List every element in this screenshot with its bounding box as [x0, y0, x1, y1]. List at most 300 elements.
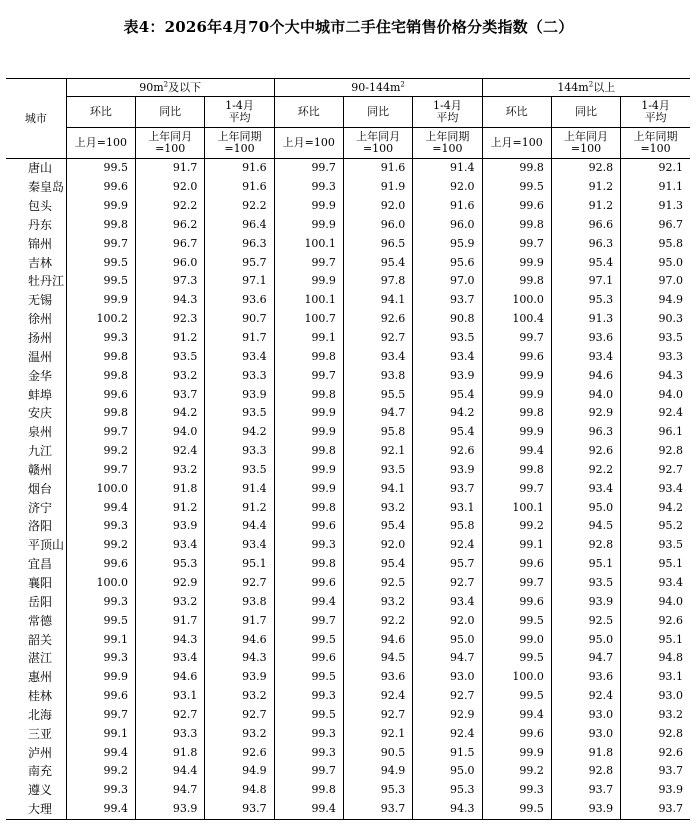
- table-body: [6, 159, 690, 820]
- index-value: 93.9: [551, 800, 620, 819]
- index-value: 94.9: [621, 291, 690, 310]
- index-value: 93.5: [413, 329, 482, 348]
- index-value: 94.0: [136, 423, 205, 442]
- index-value: 93.4: [621, 479, 690, 498]
- index-value: 95.7: [205, 253, 274, 272]
- index-value: 99.6: [274, 517, 343, 536]
- index-value: 99.3: [66, 649, 135, 668]
- index-value: 94.3: [621, 366, 690, 385]
- index-value: 100.7: [274, 310, 343, 329]
- index-value: 96.4: [205, 216, 274, 235]
- index-value: 95.8: [621, 234, 690, 253]
- index-value: 97.8: [343, 272, 412, 291]
- index-value: 99.7: [274, 762, 343, 781]
- mom-base-header: 上月=100: [482, 128, 551, 159]
- index-value: 95.8: [413, 517, 482, 536]
- index-value: 100.0: [482, 291, 551, 310]
- ytd-base-header: 上年同期 =100: [413, 128, 482, 159]
- index-value: 93.0: [551, 705, 620, 724]
- index-value: 95.4: [343, 555, 412, 574]
- index-value: 99.9: [66, 197, 135, 216]
- index-value: 94.5: [551, 517, 620, 536]
- table-row: [6, 649, 690, 668]
- index-value: 92.4: [413, 724, 482, 743]
- yoy-base-header: 上年同月 =100: [343, 128, 412, 159]
- index-value: 99.4: [66, 800, 135, 819]
- index-value: 99.6: [66, 178, 135, 197]
- table-row: [6, 800, 690, 819]
- index-value: 93.6: [551, 329, 620, 348]
- index-value: 93.9: [205, 385, 274, 404]
- city-name: 宜昌: [28, 557, 53, 572]
- table-row: [6, 630, 690, 649]
- city-name: 丹东: [28, 217, 53, 232]
- index-value: 93.4: [551, 479, 620, 498]
- index-value: 99.9: [482, 366, 551, 385]
- index-value: 93.4: [551, 347, 620, 366]
- index-value: 93.9: [621, 781, 690, 800]
- index-value: 93.9: [136, 517, 205, 536]
- index-value: 92.2: [136, 197, 205, 216]
- index-value: 92.1: [343, 442, 412, 461]
- table-row: [6, 781, 690, 800]
- index-value: 93.4: [136, 536, 205, 555]
- index-value: 93.9: [413, 461, 482, 480]
- index-value: 93.8: [343, 366, 412, 385]
- index-value: 97.0: [621, 272, 690, 291]
- index-value: 91.2: [551, 197, 620, 216]
- index-value: 96.1: [621, 423, 690, 442]
- index-value: 93.3: [205, 442, 274, 461]
- index-value: 99.0: [482, 630, 551, 649]
- index-value: 91.6: [343, 159, 412, 178]
- city-name: 安庆: [28, 406, 53, 421]
- index-value: 95.3: [413, 781, 482, 800]
- index-value: 99.1: [274, 329, 343, 348]
- index-value: 99.8: [482, 404, 551, 423]
- city-name: 泸州: [28, 745, 53, 760]
- city-name: 南充: [28, 764, 53, 779]
- index-value: 99.5: [274, 668, 343, 687]
- index-value: 93.7: [413, 291, 482, 310]
- index-value: 96.6: [551, 216, 620, 235]
- index-value: 93.0: [413, 668, 482, 687]
- index-value: 92.0: [413, 178, 482, 197]
- table-row: [6, 310, 690, 329]
- index-value: 96.3: [551, 234, 620, 253]
- index-value: 99.9: [482, 423, 551, 442]
- group-header-large: $144m^2$以上: [482, 79, 690, 97]
- index-value: 90.5: [343, 743, 412, 762]
- index-value: 94.9: [343, 762, 412, 781]
- index-value: 99.3: [482, 781, 551, 800]
- index-value: 96.0: [343, 216, 412, 235]
- index-value: 99.1: [66, 724, 135, 743]
- index-value: 99.8: [482, 216, 551, 235]
- index-value: 92.1: [621, 159, 690, 178]
- price-index-table: [6, 78, 690, 820]
- index-value: 94.6: [136, 668, 205, 687]
- table-row: [6, 611, 690, 630]
- index-value: 92.6: [551, 442, 620, 461]
- index-value: 99.7: [482, 329, 551, 348]
- index-value: 99.3: [274, 178, 343, 197]
- index-value: 99.5: [66, 611, 135, 630]
- index-value: 96.7: [621, 216, 690, 235]
- index-value: 92.7: [343, 329, 412, 348]
- index-value: 91.1: [621, 178, 690, 197]
- table-row: [6, 159, 690, 178]
- ytd-header: 1-4月 平均: [621, 97, 690, 128]
- index-value: 93.5: [136, 347, 205, 366]
- index-value: 94.7: [136, 781, 205, 800]
- index-value: 93.4: [413, 347, 482, 366]
- index-value: 99.3: [66, 517, 135, 536]
- index-value: 99.9: [482, 253, 551, 272]
- index-value: 93.2: [205, 724, 274, 743]
- index-value: 93.2: [136, 366, 205, 385]
- index-value: 93.7: [621, 762, 690, 781]
- index-value: 94.0: [551, 385, 620, 404]
- city-name: 烟台: [28, 481, 53, 496]
- index-value: 93.2: [205, 687, 274, 706]
- table-row: [6, 574, 690, 593]
- index-value: 99.8: [274, 555, 343, 574]
- city-name: 岳阳: [28, 594, 53, 609]
- city-name: 九江: [28, 444, 53, 459]
- index-value: 99.6: [482, 347, 551, 366]
- index-value: 91.6: [413, 197, 482, 216]
- index-value: 93.4: [621, 574, 690, 593]
- index-value: 99.7: [482, 574, 551, 593]
- index-value: 93.4: [343, 347, 412, 366]
- table-row: [6, 592, 690, 611]
- index-value: 91.6: [205, 178, 274, 197]
- index-value: 92.9: [551, 404, 620, 423]
- index-value: 95.0: [413, 762, 482, 781]
- index-value: 93.7: [205, 800, 274, 819]
- index-value: 93.7: [621, 800, 690, 819]
- index-value: 92.6: [343, 310, 412, 329]
- index-value: 94.3: [413, 800, 482, 819]
- index-value: 100.0: [66, 479, 135, 498]
- city-name: 韶关: [28, 632, 53, 647]
- index-value: 99.7: [482, 479, 551, 498]
- index-value: 99.9: [274, 216, 343, 235]
- index-value: 99.5: [66, 253, 135, 272]
- index-value: 99.1: [482, 536, 551, 555]
- index-value: 93.0: [621, 687, 690, 706]
- index-value: 99.4: [274, 592, 343, 611]
- index-value: 97.0: [413, 272, 482, 291]
- index-value: 99.5: [274, 705, 343, 724]
- index-value: 96.5: [343, 234, 412, 253]
- index-value: 93.3: [136, 724, 205, 743]
- index-value: 93.7: [413, 479, 482, 498]
- index-value: 99.7: [274, 253, 343, 272]
- index-value: 99.7: [274, 366, 343, 385]
- city-name: 洛阳: [28, 519, 53, 534]
- index-value: 99.5: [482, 800, 551, 819]
- index-value: 96.3: [205, 234, 274, 253]
- table-row: [6, 442, 690, 461]
- index-value: 91.6: [205, 159, 274, 178]
- index-value: 93.0: [551, 724, 620, 743]
- index-value: 91.3: [551, 310, 620, 329]
- index-value: 96.0: [136, 253, 205, 272]
- index-value: 94.4: [136, 762, 205, 781]
- index-value: 93.5: [551, 574, 620, 593]
- index-value: 92.8: [551, 762, 620, 781]
- index-value: 95.1: [551, 555, 620, 574]
- index-value: 91.4: [413, 159, 482, 178]
- index-value: 92.0: [343, 536, 412, 555]
- index-value: 93.5: [343, 461, 412, 480]
- index-value: 92.2: [205, 197, 274, 216]
- index-value: 92.8: [621, 442, 690, 461]
- index-value: 95.4: [413, 385, 482, 404]
- index-value: 96.2: [136, 216, 205, 235]
- index-value: 93.2: [621, 705, 690, 724]
- index-value: 92.7: [413, 574, 482, 593]
- index-value: 92.2: [343, 611, 412, 630]
- index-value: 91.7: [136, 611, 205, 630]
- index-value: 97.1: [205, 272, 274, 291]
- index-value: 93.1: [621, 668, 690, 687]
- table-row: [6, 743, 690, 762]
- index-value: 94.1: [343, 291, 412, 310]
- index-value: 99.7: [274, 159, 343, 178]
- table-row: [6, 479, 690, 498]
- yoy-base-header: 上年同月 =100: [136, 128, 205, 159]
- index-value: 91.7: [205, 611, 274, 630]
- index-value: 95.6: [413, 253, 482, 272]
- index-value: 99.4: [274, 800, 343, 819]
- index-value: 92.6: [413, 442, 482, 461]
- index-value: 92.9: [136, 574, 205, 593]
- index-value: 93.6: [205, 291, 274, 310]
- index-value: 92.5: [551, 611, 620, 630]
- index-value: 99.3: [66, 329, 135, 348]
- index-value: 93.8: [205, 592, 274, 611]
- index-value: 94.0: [621, 385, 690, 404]
- index-value: 95.8: [343, 423, 412, 442]
- ytd-base-header: 上年同期 =100: [205, 128, 274, 159]
- index-value: 99.2: [66, 536, 135, 555]
- group-header-medium: $90-144m^2$: [274, 79, 482, 97]
- table-row: [6, 291, 690, 310]
- mom-base-header: 上月=100: [274, 128, 343, 159]
- index-value: 99.9: [274, 197, 343, 216]
- city-name: 济宁: [28, 500, 53, 515]
- index-value: 97.3: [136, 272, 205, 291]
- index-value: 91.7: [136, 159, 205, 178]
- index-value: 92.7: [621, 461, 690, 480]
- index-value: 99.8: [66, 347, 135, 366]
- index-value: 92.0: [136, 178, 205, 197]
- index-value: 92.9: [413, 705, 482, 724]
- index-value: 99.3: [274, 743, 343, 762]
- index-value: 99.2: [66, 442, 135, 461]
- index-value: 99.5: [66, 272, 135, 291]
- index-value: 99.9: [274, 404, 343, 423]
- index-value: 93.1: [136, 687, 205, 706]
- index-value: 91.7: [205, 329, 274, 348]
- index-value: 90.7: [205, 310, 274, 329]
- index-value: 99.8: [482, 159, 551, 178]
- yoy-base-header: 上年同月 =100: [551, 128, 620, 159]
- index-value: 94.7: [551, 649, 620, 668]
- index-value: 99.6: [482, 724, 551, 743]
- index-value: 99.9: [274, 272, 343, 291]
- city-name: 遵义: [28, 783, 53, 798]
- city-name: 无锡: [28, 293, 53, 308]
- city-name: 常德: [28, 613, 53, 628]
- table-row: [6, 668, 690, 687]
- table-row: [6, 272, 690, 291]
- city-column-header: 城市: [6, 79, 66, 159]
- index-value: 99.8: [274, 385, 343, 404]
- index-value: 99.5: [274, 630, 343, 649]
- index-value: 99.6: [274, 574, 343, 593]
- index-value: 94.2: [205, 423, 274, 442]
- index-value: 95.5: [343, 385, 412, 404]
- index-value: 99.9: [274, 423, 343, 442]
- index-value: 92.7: [205, 574, 274, 593]
- index-value: 94.2: [136, 404, 205, 423]
- index-value: 94.3: [136, 291, 205, 310]
- index-value: 99.8: [66, 216, 135, 235]
- index-value: 92.6: [621, 611, 690, 630]
- index-value: 95.1: [205, 555, 274, 574]
- yoy-header: 同比: [551, 97, 620, 128]
- index-value: 95.2: [621, 517, 690, 536]
- index-value: 99.9: [66, 668, 135, 687]
- index-value: 94.7: [413, 649, 482, 668]
- city-name: 吉林: [28, 255, 53, 270]
- index-value: 93.7: [136, 385, 205, 404]
- index-value: 99.7: [66, 461, 135, 480]
- index-value: 91.2: [551, 178, 620, 197]
- table-header: [6, 79, 690, 159]
- index-value: 95.0: [551, 498, 620, 517]
- index-value: 92.4: [551, 687, 620, 706]
- index-value: 93.5: [205, 404, 274, 423]
- index-value: 95.7: [413, 555, 482, 574]
- mom-header: 环比: [274, 97, 343, 128]
- index-value: 99.6: [66, 687, 135, 706]
- index-value: 99.7: [66, 234, 135, 253]
- index-value: 99.8: [482, 272, 551, 291]
- city-name: 襄阳: [28, 575, 53, 590]
- index-value: 93.9: [136, 800, 205, 819]
- index-value: 92.2: [551, 461, 620, 480]
- table-row: [6, 216, 690, 235]
- index-value: 99.8: [482, 461, 551, 480]
- table-row: [6, 347, 690, 366]
- table-row: [6, 178, 690, 197]
- index-value: 99.2: [482, 762, 551, 781]
- index-value: 99.1: [66, 630, 135, 649]
- index-value: 99.8: [274, 498, 343, 517]
- yoy-header: 同比: [136, 97, 205, 128]
- index-value: 93.2: [136, 592, 205, 611]
- index-value: 99.7: [66, 423, 135, 442]
- index-value: 99.4: [66, 743, 135, 762]
- city-name: 平顶山: [28, 538, 65, 553]
- index-value: 99.5: [482, 649, 551, 668]
- index-value: 94.1: [343, 479, 412, 498]
- city-name: 泉州: [28, 425, 53, 440]
- index-value: 99.5: [66, 159, 135, 178]
- index-value: 99.8: [274, 347, 343, 366]
- city-name: 大理: [6, 800, 66, 819]
- index-value: 95.0: [621, 253, 690, 272]
- index-value: 99.6: [482, 555, 551, 574]
- index-value: 99.2: [66, 762, 135, 781]
- index-value: 95.4: [413, 423, 482, 442]
- index-value: 99.3: [274, 724, 343, 743]
- index-value: 99.9: [274, 479, 343, 498]
- index-value: 99.6: [66, 555, 135, 574]
- index-value: 93.5: [621, 536, 690, 555]
- table-row: [6, 329, 690, 348]
- index-value: 99.3: [66, 592, 135, 611]
- index-value: 95.3: [136, 555, 205, 574]
- index-value: 93.4: [413, 592, 482, 611]
- mom-header: 环比: [66, 97, 135, 128]
- index-value: 92.7: [343, 705, 412, 724]
- index-value: 95.3: [551, 291, 620, 310]
- table-row: [6, 366, 690, 385]
- index-value: 94.2: [621, 498, 690, 517]
- table-row: [6, 404, 690, 423]
- index-value: 93.1: [413, 498, 482, 517]
- city-name: 锦州: [28, 236, 53, 251]
- city-name: 秦皇岛: [28, 180, 65, 195]
- city-name: 桂林: [28, 689, 53, 704]
- index-value: 99.6: [66, 385, 135, 404]
- index-value: 99.7: [274, 611, 343, 630]
- index-value: 94.6: [551, 366, 620, 385]
- mom-base-header: 上月=100: [66, 128, 135, 159]
- index-value: 91.2: [136, 498, 205, 517]
- index-value: 100.1: [274, 291, 343, 310]
- index-value: 92.4: [136, 442, 205, 461]
- ytd-header: 1-4月 平均: [205, 97, 274, 128]
- index-value: 94.7: [343, 404, 412, 423]
- index-value: 100.4: [482, 310, 551, 329]
- index-value: 95.1: [621, 555, 690, 574]
- index-value: 92.6: [621, 743, 690, 762]
- index-value: 100.2: [66, 310, 135, 329]
- city-name: 北海: [28, 707, 53, 722]
- index-value: 96.0: [413, 216, 482, 235]
- index-value: 99.6: [482, 592, 551, 611]
- yoy-header: 同比: [343, 97, 412, 128]
- table-row: [6, 234, 690, 253]
- index-value: 90.3: [621, 310, 690, 329]
- index-value: 92.7: [136, 705, 205, 724]
- index-value: 91.9: [343, 178, 412, 197]
- city-name: 赣州: [28, 462, 53, 477]
- index-value: 92.8: [551, 159, 620, 178]
- index-value: 93.9: [413, 366, 482, 385]
- index-value: 92.5: [343, 574, 412, 593]
- index-value: 93.3: [621, 347, 690, 366]
- index-value: 92.4: [621, 404, 690, 423]
- table-row: [6, 762, 690, 781]
